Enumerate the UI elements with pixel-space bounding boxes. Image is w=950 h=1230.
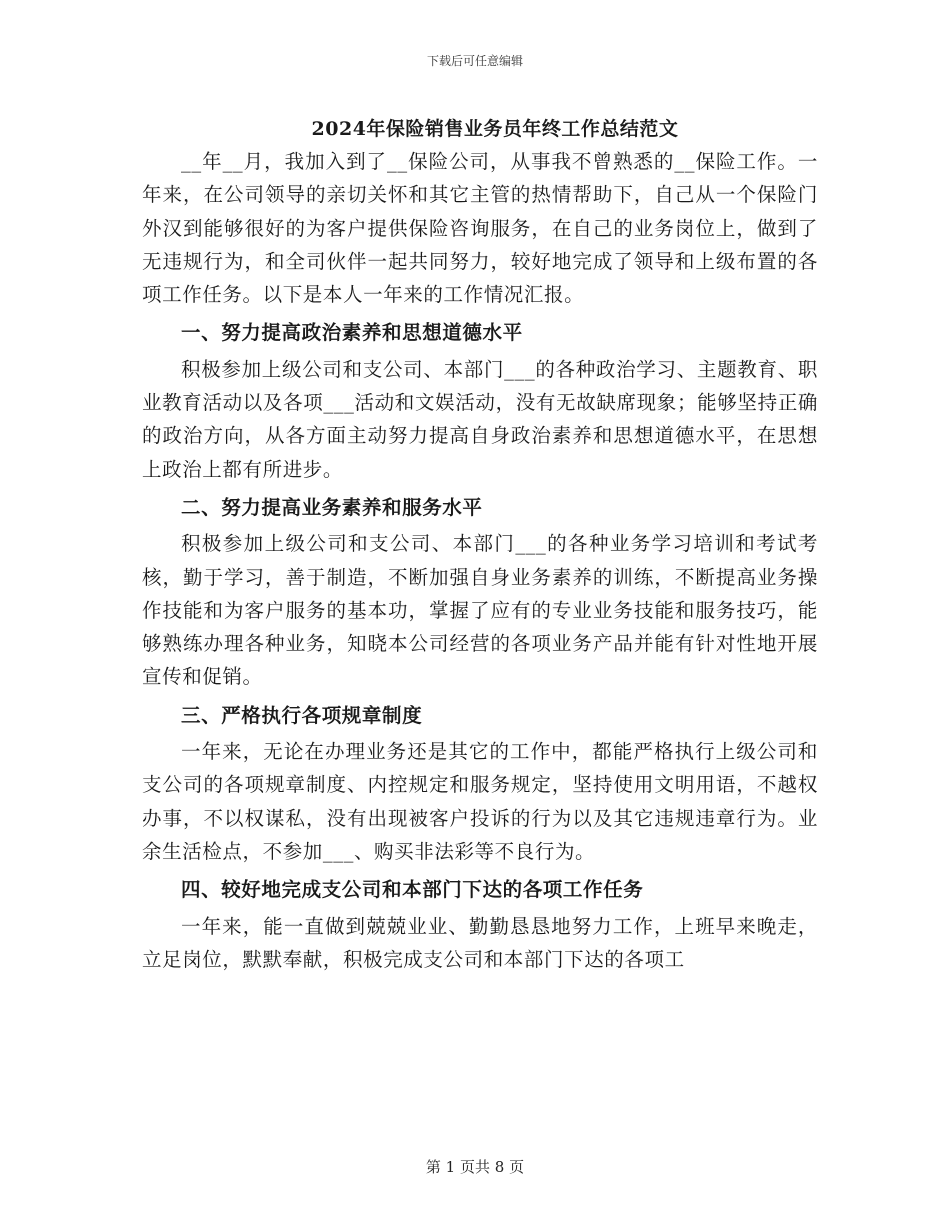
section-body-2: 积极参加上级公司和支公司、本部门___的各种业务学习培训和考试考核，勤于学习，善于制造，不断加强自身业务素养的训练，不断提高业务操作技能和为客户服务的基本功，掌握了应有的专业业务技能和服务技巧，能够熟练办理各种业务，知晓本公司经营的各项业务产品并能有针对性地开展宣传和促销。 (142, 532, 818, 689)
page-header-note: 下载后可任意编辑 (426, 54, 523, 68)
intro-paragraph: __年__月，我加入到了__保险公司，从事我不曾熟悉的__保险工作。一年来，在公司领导的亲切关怀和其它主管的热情帮助下，自己从一个保险门外汉到能够很好的为客户提供保险咨询服务，在自己的业务岗位上，做到了无违规行为，和全司伙伴一起共同努力，较好地完成了领导和上级布置的各项工作任务。以下是本人一年来的工作情况汇报。 (142, 150, 818, 307)
section-heading-2: 二、努力提高业务素养和服务水平 (181, 495, 483, 519)
section-heading-4: 四、较好地完成支公司和本部门下达的各项工作任务 (181, 878, 644, 902)
section-body-3: 一年来，无论在办理业务还是其它的工作中，都能严格执行上级公司和支公司的各项规章制度、内控规定和服务规定，坚持使用文明用语，不越权办事，不以权谋私，没有出现被客户投诉的行为以及其它违规违章行为。业余生活检点，不参加___、购买非法彩等不良行为。 (142, 740, 818, 863)
section-body-1: 积极参加上级公司和支公司、本部门___的各种政治学习、主题教育、职业教育活动以及各项___活动和文娱活动，没有无故缺席现象；能够坚持正确的政治方向，从各方面主动努力提高自身政治素养和思想道德水平，在思想上政治上都有所进步。 (142, 357, 818, 481)
section-body-4: 一年来，能一直做到兢兢业业、勤勤恳恳地努力工作，上班早来晚走，立足岗位，默默奉献，积极完成支公司和本部门下达的各项工 (142, 914, 818, 971)
document-title: 2024年保险销售业务员年终工作总结范文 (311, 118, 679, 140)
section-heading-3: 三、严格执行各项规章制度 (181, 703, 423, 727)
document-body (142, 145, 818, 976)
section-heading-1: 一、努力提高政治素养和思想道德水平 (181, 321, 523, 345)
page-number-footer: 第 1 页共 8 页 (425, 1158, 525, 1176)
